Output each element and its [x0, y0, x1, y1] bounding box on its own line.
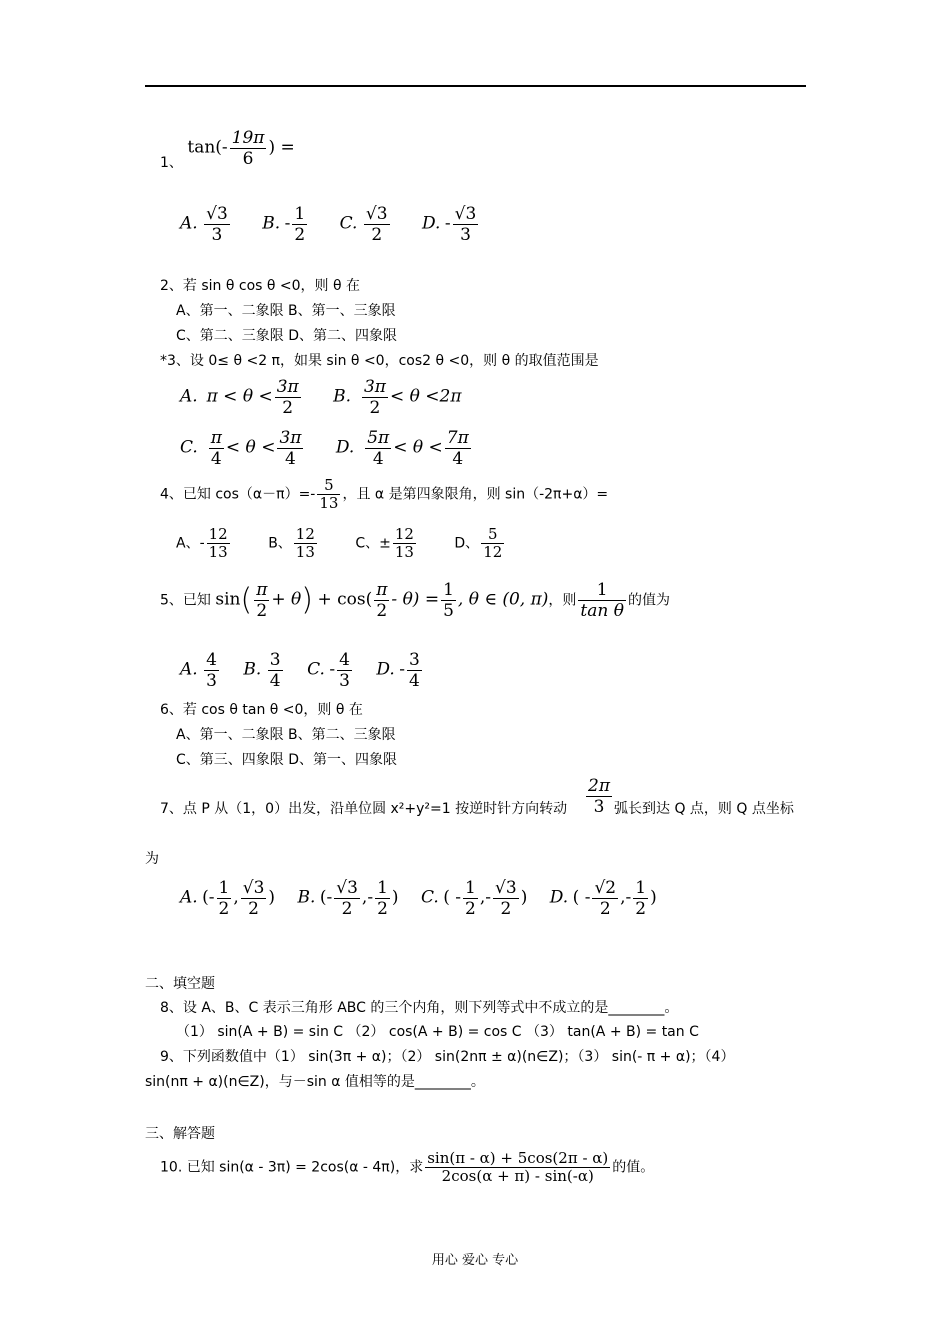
- q4-fraction: $\frac{5}{13}$: [319, 476, 339, 512]
- q7-tail: 弧长到达 Q 点，则 Q 点坐标: [614, 801, 794, 817]
- section-2-heading: 二、填空题: [145, 976, 215, 992]
- q8-items: （1） sin(A + B) = sin C （2） cos(A + B) = cos C （3） tan(A + B) = tan C: [176, 1024, 699, 1040]
- q9-line-2: sin(nπ + α)(n∈Z)，与－sin α 值相等的是________。: [145, 1074, 485, 1090]
- q4-option-b[interactable]: B、 $\frac{12}{13}$: [268, 525, 315, 561]
- q4-option-d[interactable]: D、 $\frac{5}{12}$: [454, 525, 503, 561]
- q1-fraction: $\frac{19\pi}{6}$: [231, 128, 265, 169]
- q3-option-b[interactable]: B. $\frac{3\pi}{2}$ < θ <2π: [333, 377, 462, 418]
- q10-fraction: $\frac{\sin(\pi - \alpha) + 5\cos(2\pi - \alpha)}{2\cos(\alpha + \pi) - \sin(-\alpha)}$: [427, 1149, 609, 1185]
- q6-options-cd: C、第三、四象限 D、第一、四象限: [176, 752, 398, 768]
- q7-fraction: $\frac{2\pi}{3}$: [588, 776, 610, 817]
- q5-option-a[interactable]: A. $\frac{4}{3}$: [180, 650, 217, 691]
- q7-option-b[interactable]: B. (- $\frac{√3}{2}$ ,- $\frac{1}{2}$ ): [297, 878, 399, 919]
- section-3-heading: 三、解答题: [145, 1126, 215, 1142]
- page-footer: 用心 爱心 专心: [431, 1253, 519, 1268]
- q1-lead: tan(-: [187, 137, 228, 158]
- q4-tail: ，且 α 是第四象限角，则 sin（-2π+α）=: [342, 486, 609, 503]
- q3-option-d[interactable]: D. $\frac{5\pi}{4}$ < θ < $\frac{7\pi}{4}$: [335, 428, 469, 469]
- q7-option-d[interactable]: D. ( - $\frac{√2}{2}$ ,- $\frac{1}{2}$ ): [549, 878, 657, 919]
- q2-options-cd: C、第二、三象限 D、第二、四象限: [176, 328, 398, 344]
- question-5: 5、已知 sin( $\frac{\pi}{2}$ + θ) + cos( $\frac{\pi}{2}$ - θ) = $\frac{1}{5}$ , θ ∈ (0, π)，则 $\frac{1}{\text{tan θ}}$ 的值为: [160, 580, 670, 621]
- q3-option-a[interactable]: A. π < θ < $\frac{3\pi}{2}$: [180, 377, 299, 418]
- q1-option-c[interactable]: C. $\frac{√3}{2}$: [339, 204, 388, 245]
- question-1: [160, 128, 295, 169]
- q1-tail: ) =: [268, 137, 295, 158]
- q7-wrap: 为: [145, 851, 159, 867]
- q10-lead: 10. 已知 sin(α - 3π) = 2cos(α - 4π)，求: [160, 1159, 424, 1176]
- q5-option-b[interactable]: B. $\frac{3}{4}$: [243, 650, 281, 691]
- header-rule: [145, 85, 806, 87]
- q4-options: [176, 526, 532, 561]
- q5-options: [180, 650, 450, 691]
- question-10: [160, 1150, 654, 1185]
- q7-option-c[interactable]: C. ( - $\frac{1}{2}$ ,- $\frac{√3}{2}$ ): [421, 878, 528, 919]
- q1-options: [180, 204, 506, 245]
- q8-stem: 8、设 A、B、C 表示三角形 ABC 的三个内角，则下列等式中不成立的是________。: [160, 1000, 679, 1016]
- q1-option-b[interactable]: B. - $\frac{1}{2}$: [262, 204, 306, 245]
- q7-option-a[interactable]: A. (- $\frac{1}{2}$ , $\frac{√3}{2}$ ): [180, 878, 276, 919]
- q2-stem: 2、若 sin θ cos θ <0，则 θ 在: [160, 278, 361, 294]
- q5-right-paren: ): [301, 582, 314, 618]
- q5-left-paren: (: [240, 582, 253, 618]
- q5-lead: 5、已知: [160, 592, 211, 609]
- q9-line-1: 9、下列函数值中（1） sin(3π + α)；（2） sin(2nπ ± α)(n∈Z)；（3） sin(- π + α)；（4）: [160, 1049, 735, 1065]
- q6-stem: 6、若 cos θ tan θ <0，则 θ 在: [160, 702, 363, 718]
- q3-stem: *3、设 0≤ θ <2 π，如果 sin θ <0，cos2 θ <0，则 θ 的取值范围是: [160, 353, 599, 369]
- q6-options-ab: A、第一、二象限 B、第二、三象限: [176, 727, 396, 743]
- q3-option-c[interactable]: C. $\frac{\pi}{4}$ < θ < $\frac{3\pi}{4}$: [180, 428, 302, 469]
- q4-option-c[interactable]: C、± $\frac{12}{13}$: [355, 525, 414, 561]
- q7-lead: 7、点 P 从（1，0）出发，沿单位圆 x²+y²=1 按逆时针方向转动: [160, 801, 568, 817]
- q4-option-a[interactable]: A、- $\frac{12}{13}$: [176, 525, 228, 561]
- q7-options: [180, 878, 683, 919]
- question-4: [160, 477, 608, 512]
- q1-option-a[interactable]: A. $\frac{√3}{3}$: [180, 204, 228, 245]
- q1-option-d[interactable]: D. - $\frac{√3}{3}$: [422, 204, 477, 245]
- q5-option-c[interactable]: C. - $\frac{4}{3}$: [307, 650, 350, 691]
- q3-options-ab: [180, 377, 488, 418]
- q2-options-ab: A、第一、二象限 B、第一、三象限: [176, 303, 396, 319]
- q1-number: 1、: [160, 154, 183, 171]
- q4-lead: 4、已知 cos（α－π）=-: [160, 486, 316, 503]
- q5-option-d[interactable]: D. - $\frac{3}{4}$: [376, 650, 420, 691]
- q3-options-cd: [180, 428, 499, 469]
- q10-tail: 的值。: [612, 1159, 655, 1176]
